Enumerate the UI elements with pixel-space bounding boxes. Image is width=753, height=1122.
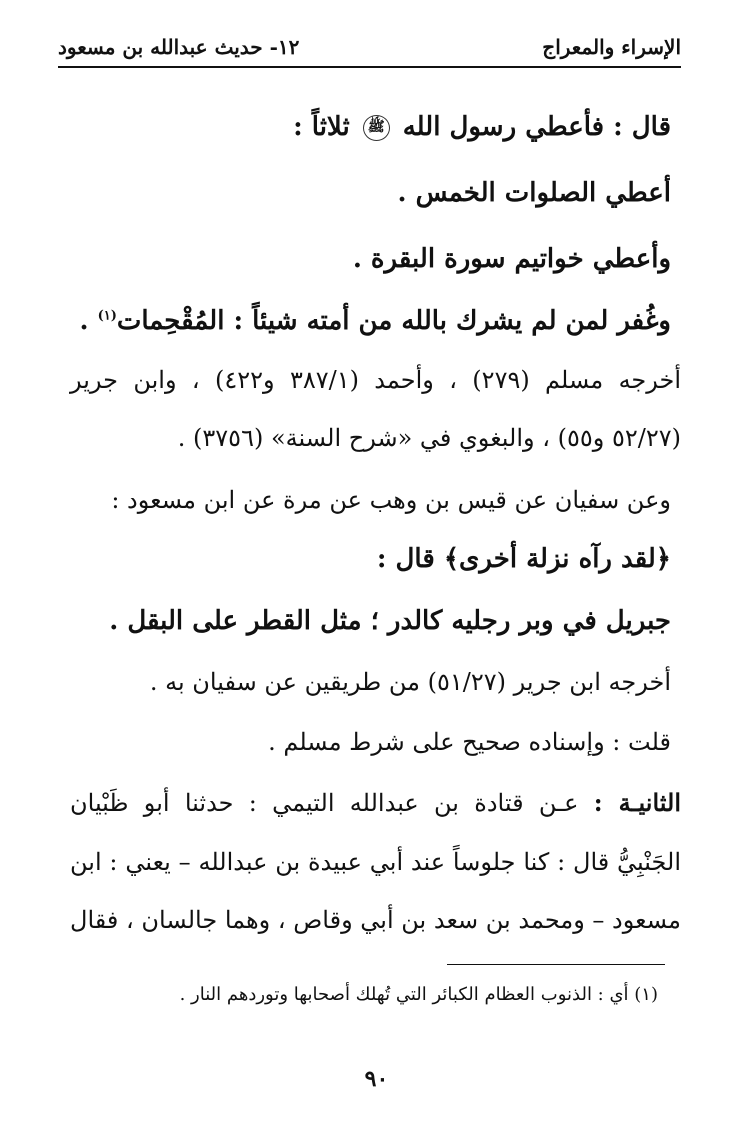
line-1-text-a: قال : فأعطي رسول الله bbox=[402, 112, 671, 142]
section-label: الثانيـة : bbox=[593, 788, 681, 817]
footnote-separator bbox=[447, 964, 665, 965]
footnote: (١) أي : الذنوب العظام الكبائر التي تُهلك أصحابها وتوردهم النار . bbox=[179, 984, 658, 1005]
line-4-end: . bbox=[79, 306, 98, 336]
text-line-11: قلت : وإسناده صحيح على شرط مسلم . bbox=[268, 728, 671, 756]
text-line-1 bbox=[70, 112, 671, 142]
text-line-5: أخرجه مسلم (٢٧٩) ، وأحمد (٣٨٧/١ و٤٢٢) ، وابن جرير bbox=[70, 366, 682, 394]
page-number: ٩٠ bbox=[364, 1066, 389, 1092]
text-line-3: وأعطي خواتيم سورة البقرة . bbox=[352, 244, 671, 274]
text-line-7: وعن سفيان عن قيس بن وهب عن مرة عن ابن مسعود : bbox=[111, 486, 671, 514]
text-line-10: أخرجه ابن جرير (٥١/٢٧) من طريقين عن سفيان به . bbox=[149, 668, 671, 696]
honorific-symbol: ﷺ bbox=[363, 115, 390, 141]
text-line-14: مسعود – ومحمد بن سعد بن أبي وقاص ، وهما جالسان ، فقال bbox=[70, 906, 681, 934]
header-chapter-title: ١٢- حديث عبدالله بن مسعود bbox=[58, 35, 300, 59]
text-line-8: ﴿لقد رآه نزلة أخرى﴾ قال : bbox=[376, 544, 671, 574]
line-12-text: عـن قتادة بن عبدالله التيمي : حدثنا أبو ظَبْيان bbox=[70, 789, 594, 817]
text-line-9: جبريل في وبر رجليه كالدر ؛ مثل القطر على البقل . bbox=[109, 606, 671, 636]
text-line-12 bbox=[70, 788, 681, 817]
line-1-text-b: ثلاثاً : bbox=[293, 112, 350, 142]
footnote-reference: (١) bbox=[97, 308, 117, 324]
running-header bbox=[58, 28, 681, 68]
text-line-2: أعطي الصلوات الخمس . bbox=[397, 178, 671, 208]
text-line-13: الجَنْبِيُّ قال : كنا جلوساً عند أبي عبيدة بن عبدالله – يعني : ابن bbox=[70, 848, 681, 876]
text-line-4 bbox=[70, 306, 671, 336]
header-book-title: الإسراء والمعراج bbox=[542, 35, 681, 59]
text-line-6: (٥٢/٢٧ و٥٥) ، والبغوي في «شرح السنة» (٣٧٥٦) . bbox=[177, 424, 681, 452]
line-4-text: وغُفر لمن لم يشرك بالله من أمته شيئاً : المُقْحِمات bbox=[116, 306, 671, 336]
